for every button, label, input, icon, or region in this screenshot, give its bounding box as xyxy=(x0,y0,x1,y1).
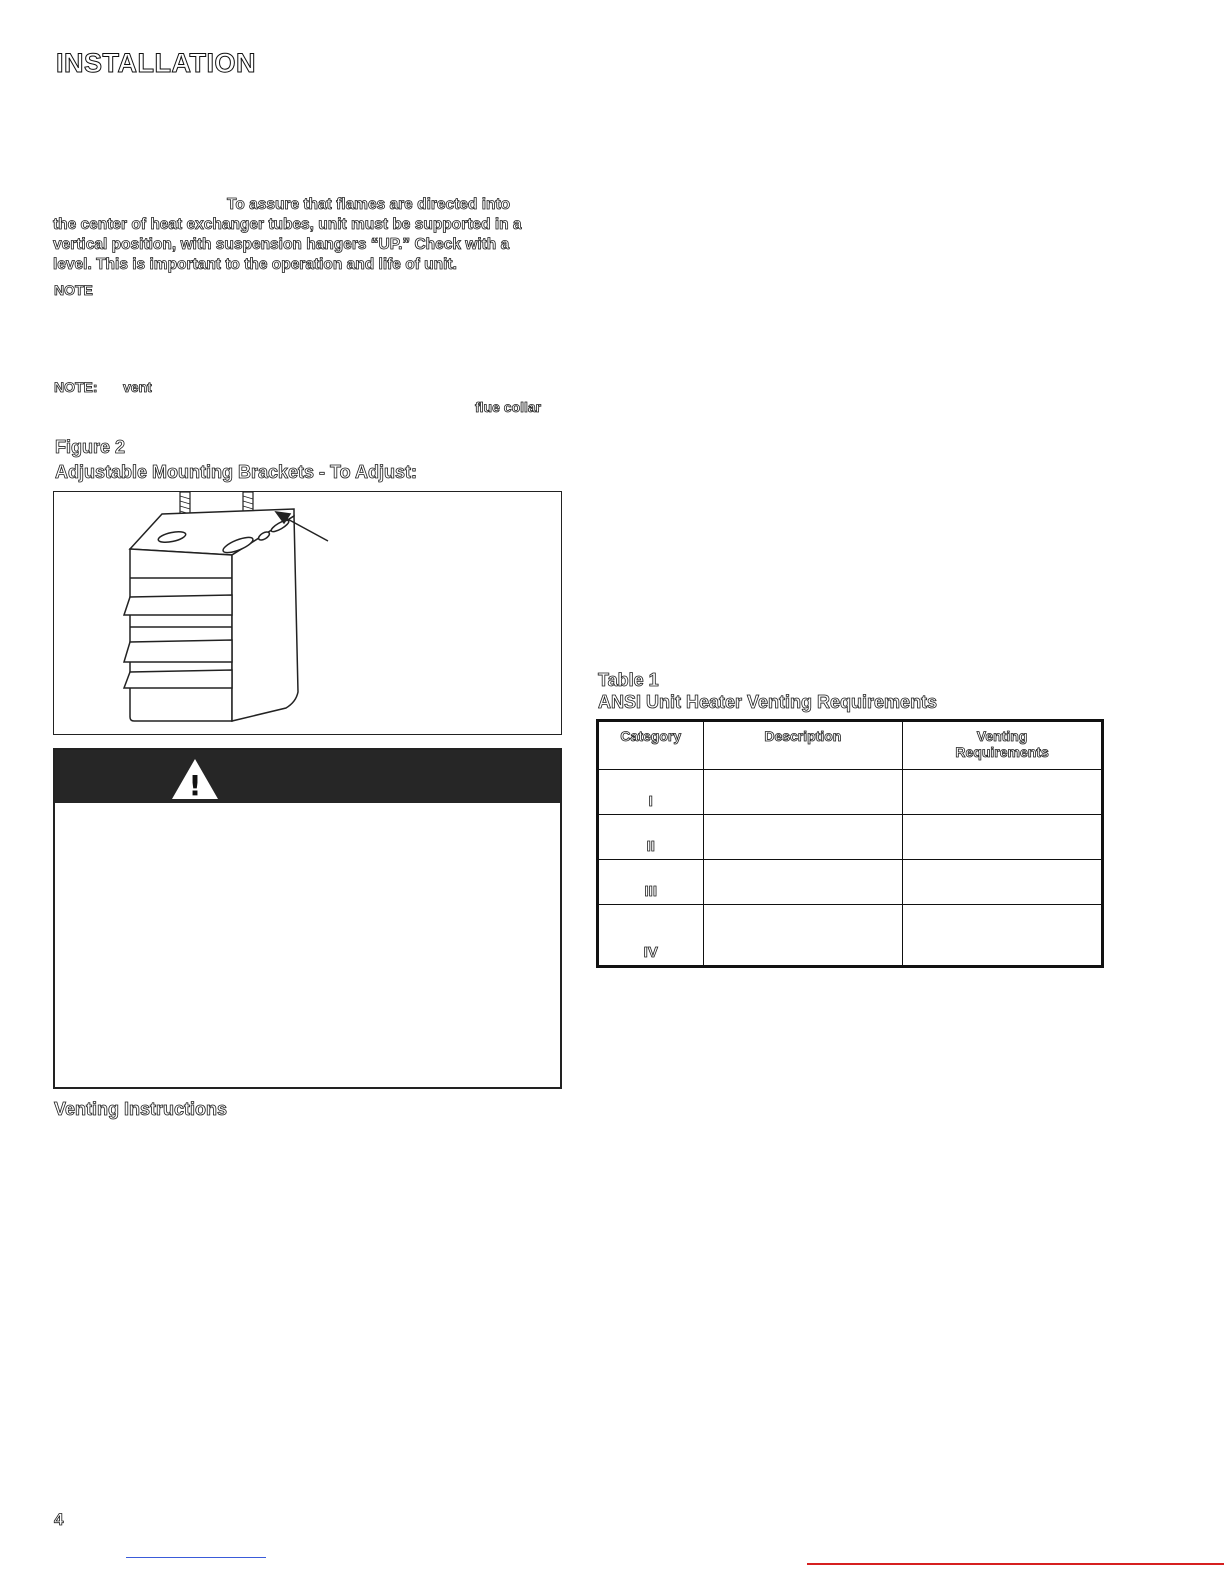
header-venting-requirements xyxy=(903,721,1103,770)
intro-line-4: level. This is important to the operation and life of unit. xyxy=(53,256,457,273)
intro-line-2: the center of heat exchanger tubes, unit must be supported in a xyxy=(53,216,522,233)
note-label: NOTE xyxy=(54,282,93,298)
requirements-cell xyxy=(903,860,1103,905)
warning-box xyxy=(53,748,562,1089)
category-cell: III xyxy=(598,860,704,905)
description-cell xyxy=(703,905,903,967)
intro-line-1: To assure that flames are directed into xyxy=(227,196,511,213)
warning-symbol: ! xyxy=(188,769,202,801)
header-description: Description xyxy=(703,721,903,770)
description-cell xyxy=(703,770,903,815)
figure-box xyxy=(53,491,562,735)
requirements-cell xyxy=(903,815,1103,860)
category-cell: II xyxy=(598,815,704,860)
category-cell: IV xyxy=(598,905,704,967)
description-cell xyxy=(703,815,903,860)
table-caption: ANSI Unit Heater Venting Requirements xyxy=(598,692,938,712)
warning-header xyxy=(55,750,560,803)
header-requirements: Requirements xyxy=(955,744,1049,760)
link-underline xyxy=(126,1557,266,1558)
page-title: INSTALLATION xyxy=(56,48,256,78)
footer-accent-line xyxy=(807,1563,1224,1565)
header-category: Category xyxy=(598,721,704,770)
page-number: 4 xyxy=(54,1510,64,1529)
note-label-2: NOTE: xyxy=(54,379,98,395)
header-venting: Venting xyxy=(976,728,1028,744)
figure-caption: Adjustable Mounting Brackets - To Adjust: xyxy=(55,462,418,482)
description-cell xyxy=(703,860,903,905)
figure-label: Figure 2 xyxy=(55,437,126,457)
category-cell: I xyxy=(598,770,704,815)
requirements-cell xyxy=(903,770,1103,815)
table-row xyxy=(598,815,1103,860)
table-label: Table 1 xyxy=(598,670,659,690)
flue-collar-text: flue collar xyxy=(475,399,542,415)
table-row xyxy=(598,905,1103,967)
table-row xyxy=(598,770,1103,815)
warning-triangle-icon xyxy=(170,757,220,801)
table-row xyxy=(598,860,1103,905)
note-vent-word: vent xyxy=(123,379,152,395)
unit-heater-illustration xyxy=(54,492,560,733)
venting-requirements-table xyxy=(596,719,1104,968)
intro-line-3: vertical position, with suspension hangers “UP.” Check with a xyxy=(53,236,510,253)
venting-heading: Venting Instructions xyxy=(54,1099,228,1119)
requirements-cell xyxy=(903,905,1103,967)
